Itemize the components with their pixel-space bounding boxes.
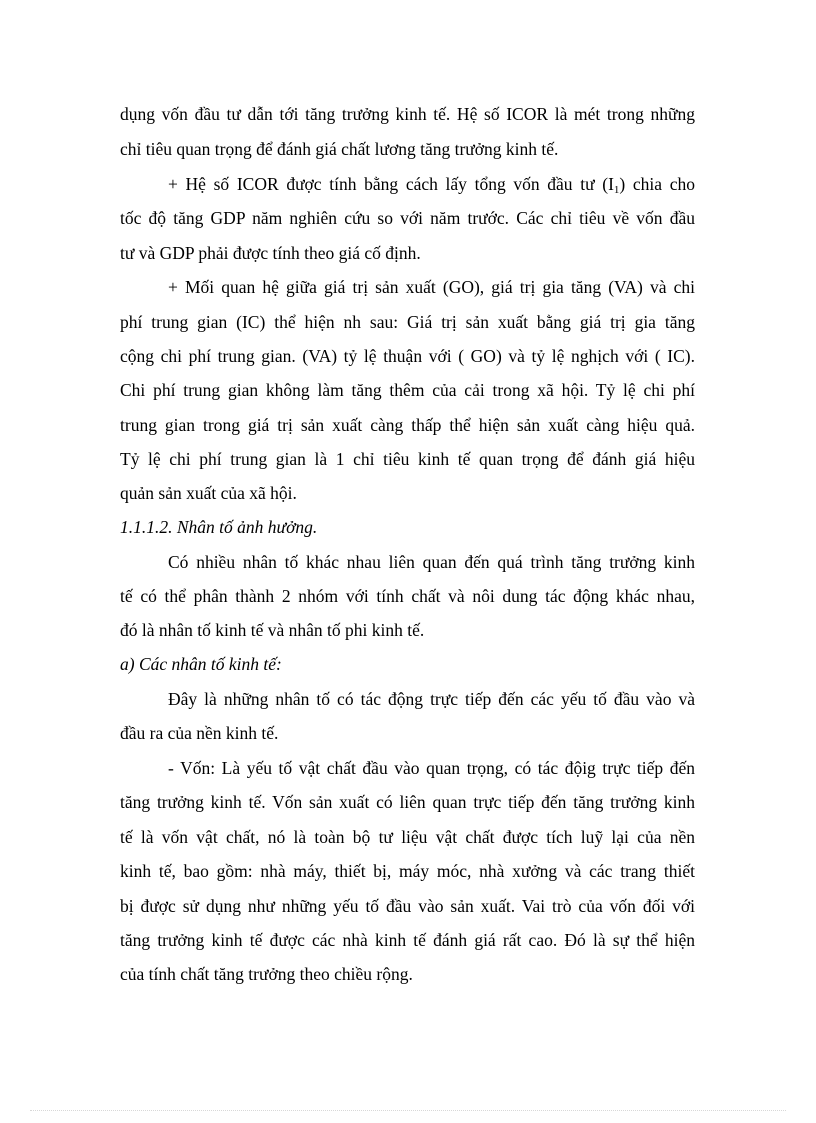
page-bottom-rule — [30, 1110, 786, 1111]
line-text: + Hệ số ICOR được tính bằng cách lấy tổng vốn đầu tư (I — [168, 174, 614, 194]
paragraph-line: Đây là những nhân tố có tác động trực tiếp đến các yếu tố đầu vào và — [168, 689, 695, 709]
paragraph-line: tế có thể phân thành 2 nhóm với tính chất và nôi dung tác động khác nhau, — [120, 586, 695, 606]
paragraph-line: - Vốn: Là yếu tố vật chất đầu vào quan trọng, có tác độig trực tiếp đến — [168, 758, 695, 778]
paragraph-line: tốc độ tăng GDP năm nghiên cứu so với năm trước. Các chỉ tiêu về vốn đầu — [120, 208, 695, 228]
paragraph-line — [168, 173, 695, 201]
line-text: ) chia cho — [619, 174, 695, 194]
paragraph-line: tăng trưởng kinh tế. Vốn sản xuất có liên quan trực tiếp đến tăng trưởng kinh — [120, 792, 695, 812]
paragraph-line: cộng chi phí trung gian. (VA) tỷ lệ thuận với ( GO) và tỷ lệ nghịch với ( IC). — [120, 346, 695, 366]
paragraph-line: dụng vốn đầu tư dẫn tới tăng trưởng kinh tế. Hệ số ICOR là mét trong những — [120, 104, 695, 124]
subscript: 1 — [613, 184, 620, 196]
paragraph-line: Tỷ lệ chi phí trung gian là 1 chỉ tiêu kinh tế quan trọng để đánh giá hiệu — [120, 449, 695, 469]
paragraph-line: trung gian trong giá trị sản xuất càng thấp thể hiện sản xuất càng hiệu quả. — [120, 415, 695, 435]
paragraph-line: tư và GDP phải được tính theo giá cố định. — [120, 243, 421, 263]
paragraph-line: chỉ tiêu quan trọng để đánh giá chất lương tăng trưởng kinh tế. — [120, 139, 559, 159]
paragraph-line: tăng trưởng kinh tế được các nhà kinh tế đánh giá rất cao. Đó là sự thể hiện — [120, 930, 695, 950]
paragraph-line: Chi phí trung gian không làm tăng thêm của cải trong xã hội. Tỷ lệ chi phí — [120, 380, 695, 400]
paragraph-line: phí trung gian (IC) thể hiện nh sau: Giá trị sản xuất bằng giá trị gia tăng — [120, 312, 695, 332]
paragraph-line: quản sản xuất của xã hội. — [120, 483, 297, 503]
section-heading: 1.1.1.2. Nhân tố ảnh hưởng. — [120, 517, 318, 537]
paragraph-line: của tính chất tăng trưởng theo chiều rộng. — [120, 964, 413, 984]
paragraph-line: + Mối quan hệ giữa giá trị sản xuất (GO), giá trị gia tăng (VA) và chi — [168, 277, 695, 297]
paragraph-line: đó là nhân tố kinh tế và nhân tố phi kinh tế. — [120, 620, 425, 640]
paragraph-line: Có nhiều nhân tố khác nhau liên quan đến quá trình tăng trưởng kinh — [168, 552, 695, 572]
paragraph-line: bị được sử dụng như những yếu tố đầu vào sản xuất. Vai trò của vốn đối với — [120, 896, 695, 916]
paragraph-line: tế là vốn vật chất, nó là toàn bộ tư liệu vật chất được tích luỹ lại của nền — [120, 827, 695, 847]
paragraph-line: đầu ra của nền kinh tế. — [120, 723, 279, 743]
subsection-heading: a) Các nhân tố kinh tế: — [120, 654, 282, 674]
paragraph-line: kinh tế, bao gồm: nhà máy, thiết bị, máy móc, nhà xưởng và các trang thiết — [120, 861, 695, 881]
